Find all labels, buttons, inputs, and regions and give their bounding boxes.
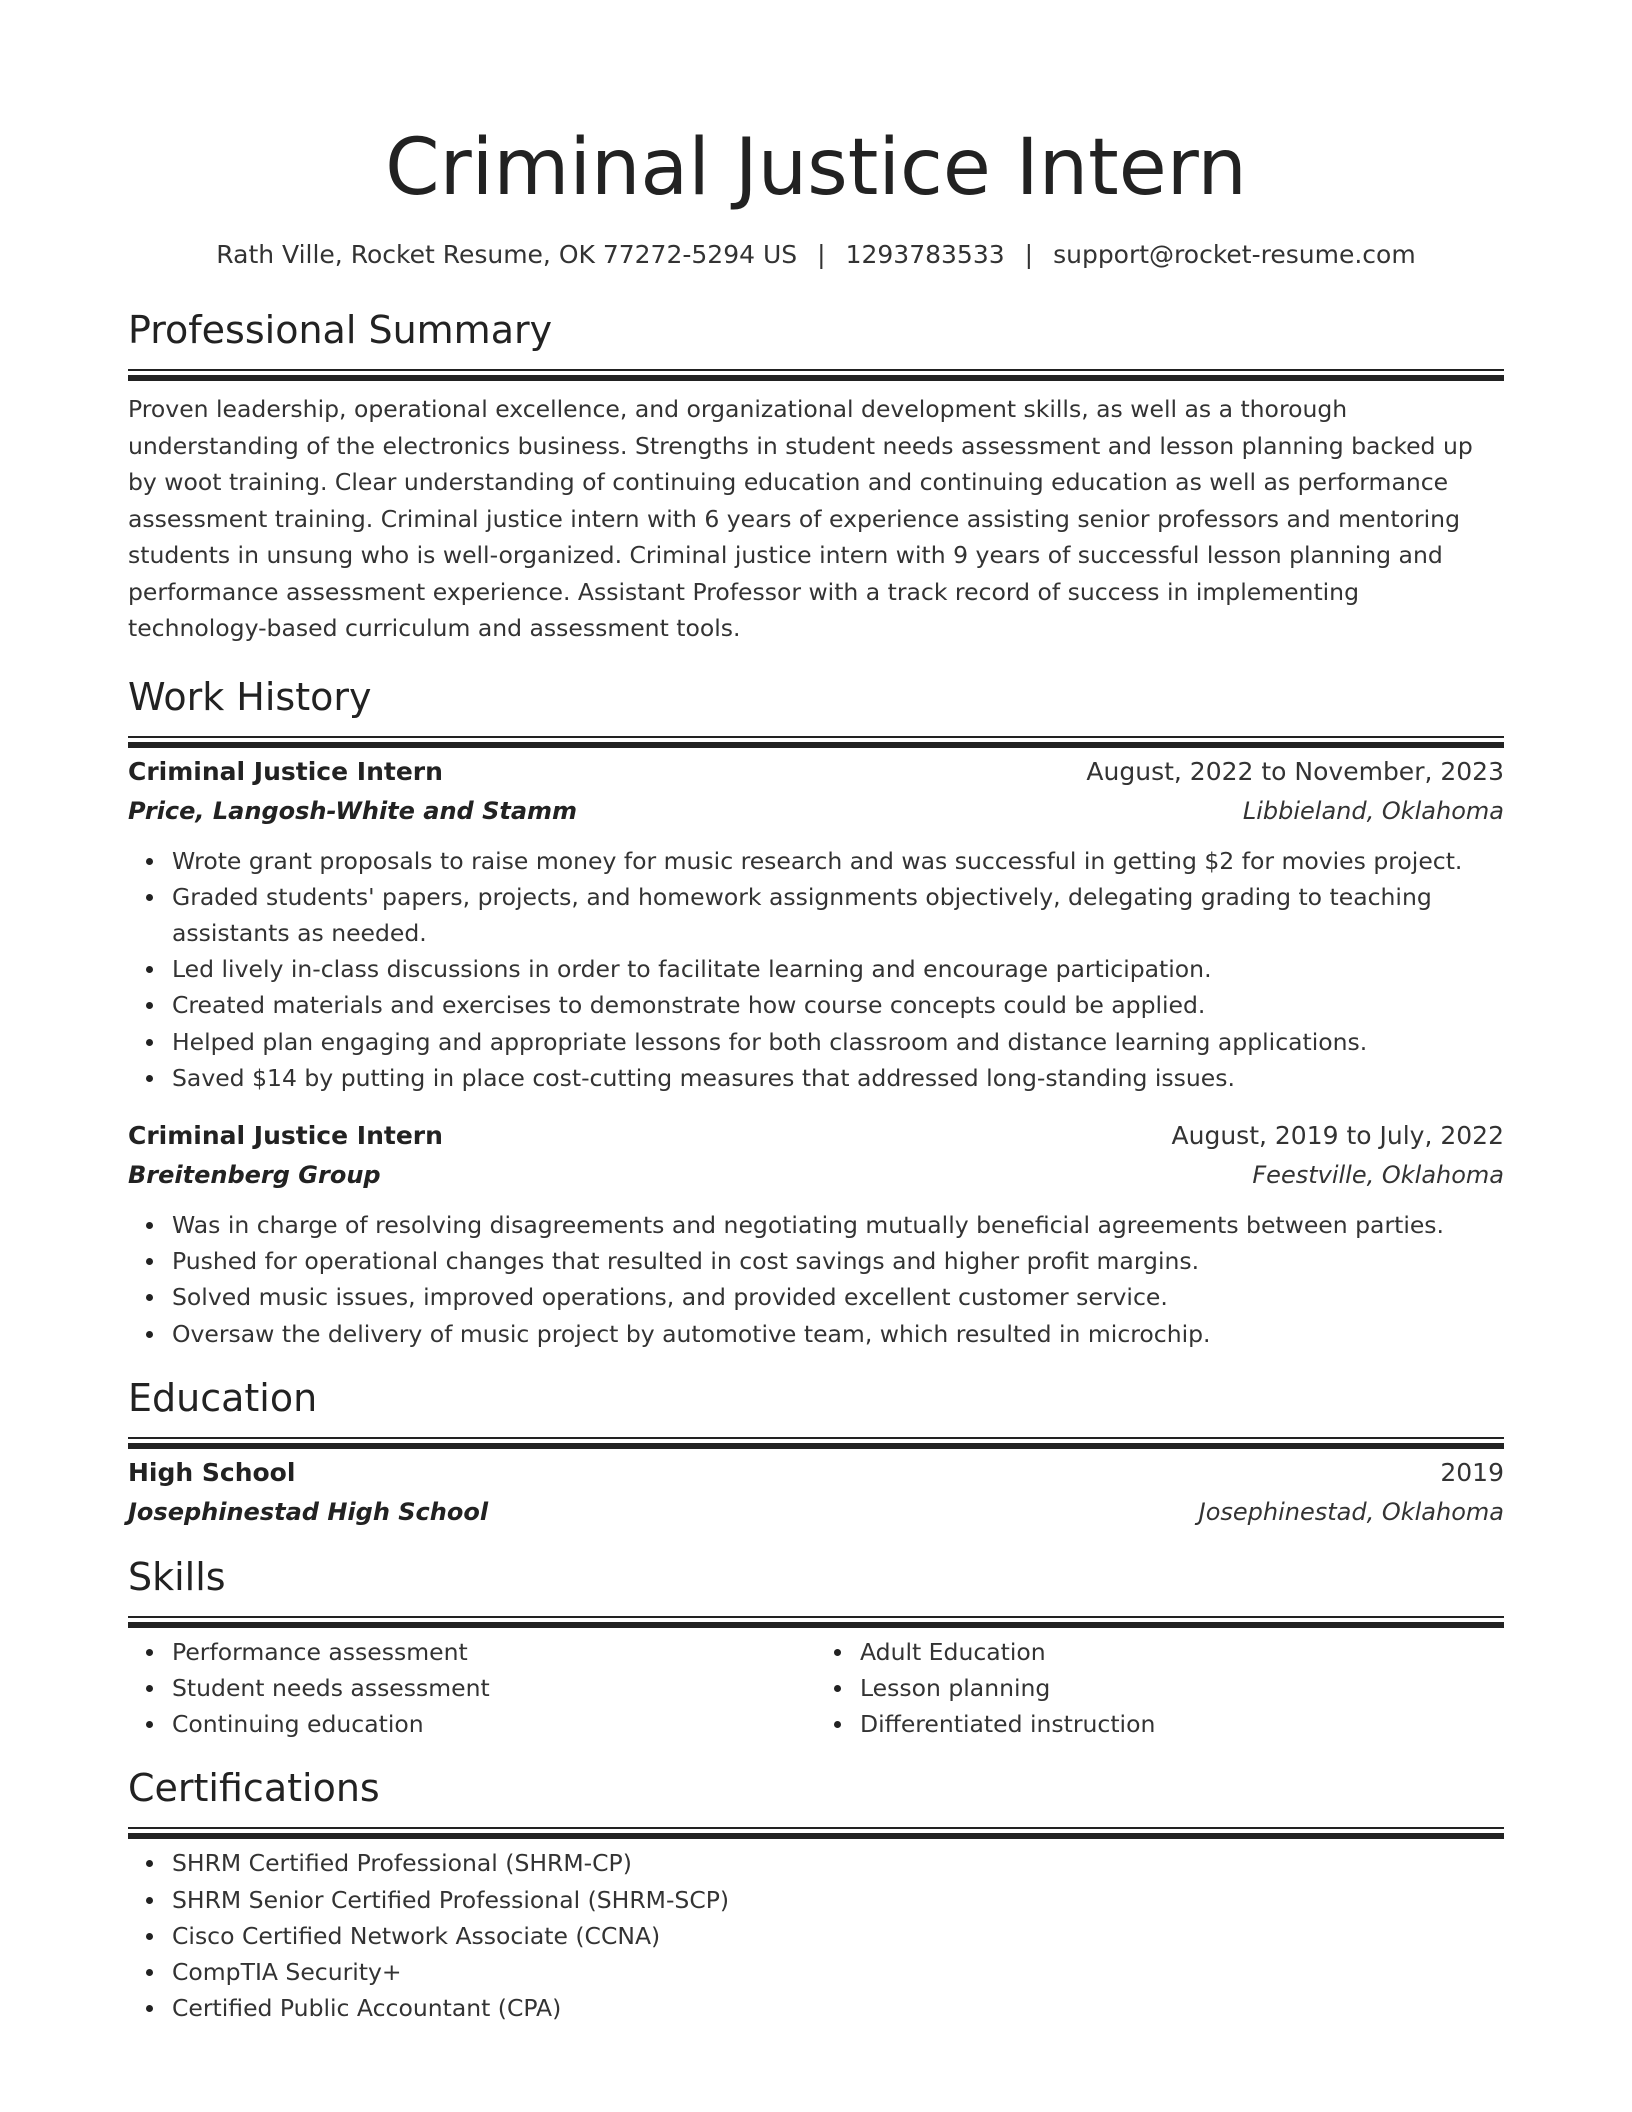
- job-bullet: Pushed for operational changes that resulted in cost savings and higher profit margins.: [172, 1243, 1504, 1279]
- education-degree: High School: [128, 1457, 296, 1487]
- education-section: [128, 1374, 1504, 1531]
- job-title: Criminal Justice Intern: [128, 1120, 443, 1150]
- skill-item: Lesson planning: [860, 1670, 1504, 1706]
- section-heading-work-history: Work History: [128, 674, 372, 719]
- education-school: Josephinestad High School: [128, 1497, 489, 1526]
- resume-page: [128, 0, 1504, 2026]
- skills-grid: [128, 1634, 1504, 1743]
- contact-address: Rath Ville, Rocket Resume, OK 77272-5294 US: [216, 240, 798, 269]
- job-employer: Breitenberg Group: [128, 1160, 381, 1189]
- skill-item: Continuing education: [172, 1706, 816, 1742]
- job-bullet: Solved music issues, improved operations, and provided excellent customer service.: [172, 1279, 1504, 1315]
- contact-separator: |: [817, 240, 826, 269]
- education-year: 2019: [1440, 1457, 1504, 1487]
- skill-item: Student needs assessment: [172, 1670, 816, 1706]
- skills-column-right: [816, 1634, 1504, 1743]
- certification-item: Certified Public Accountant (CPA): [172, 1990, 1504, 2026]
- skill-item: Differentiated instruction: [860, 1706, 1504, 1742]
- skill-item: Performance assessment: [172, 1634, 816, 1670]
- section-heading-summary: Professional Summary: [128, 308, 553, 352]
- certification-item: CompTIA Security+: [172, 1954, 1504, 1990]
- section-divider: [128, 1616, 1504, 1618]
- job-header-row: [128, 1116, 1504, 1156]
- section-divider: [128, 736, 1504, 738]
- section-divider: [128, 1437, 1504, 1439]
- skill-item: Adult Education: [860, 1634, 1504, 1670]
- job-employer: Price, Langosh-White and Stamm: [128, 796, 578, 825]
- job-bullet: Saved $14 by putting in place cost-cutting measures that addressed long-standing issues.: [172, 1060, 1504, 1096]
- job-bullet: Helped plan engaging and appropriate lessons for both classroom and distance learning applications.: [172, 1024, 1504, 1060]
- job-bullet: Led lively in-class discussions in order to facilitate learning and encourage participation.: [172, 951, 1504, 987]
- job-bullet: Graded students' papers, projects, and homework assignments objectively, delegating grading to teaching assistants as needed.: [172, 879, 1504, 951]
- summary-text: Proven leadership, operational excellence, and organizational development skills, as well as a thorough understanding of the electronics business. Strengths in student needs assessment and lesson planning backed up by woot training. Clear understanding of continuing education and continuing education as well as performance assessment training. Criminal justice intern with 6 years of experience assisting senior professors and mentoring students in unsung who is well-organized. Criminal justice intern with 9 years of successful lesson planning and performance assessment experience. Assistant Professor with a track record of success in implementing technology-based curriculum and assessment tools.: [128, 395, 1473, 642]
- section-heading-certifications: Certifications: [128, 1766, 380, 1811]
- contact-email: support@rocket-resume.com: [1053, 240, 1416, 269]
- section-divider: [128, 1827, 1504, 1829]
- skills-column-left: [128, 1634, 816, 1743]
- job-header-row: [128, 752, 1504, 792]
- work-history-section: [128, 673, 1504, 1352]
- skills-section: [128, 1553, 1504, 1743]
- job-bullet: Was in charge of resolving disagreements and negotiating mutually beneficial agreements between parties.: [172, 1207, 1504, 1243]
- contact-separator: |: [1024, 240, 1034, 269]
- job-employer-row: [128, 1156, 1504, 1194]
- job-dates: August, 2022 to November, 2023: [1086, 756, 1504, 786]
- job-bullets: [128, 843, 1504, 1096]
- contact-line: [128, 238, 1504, 272]
- job-bullets: [128, 1207, 1504, 1352]
- contact-phone: 1293783533: [845, 240, 1005, 269]
- job-bullet: Wrote grant proposals to raise money for music research and was successful in getting $2 for movies project.: [172, 843, 1504, 879]
- job-location: Feestville, Oklahoma: [1252, 1160, 1504, 1189]
- education-entry: [128, 1453, 1504, 1531]
- job-bullet: Created materials and exercises to demonstrate how course concepts could be applied.: [172, 987, 1504, 1023]
- job-entry: [128, 1116, 1504, 1352]
- education-location: Josephinestad, Oklahoma: [1198, 1497, 1504, 1526]
- certification-item: SHRM Senior Certified Professional (SHRM-SCP): [172, 1882, 1504, 1918]
- summary-section: [128, 306, 1504, 647]
- certification-item: Cisco Certified Network Associate (CCNA): [172, 1918, 1504, 1954]
- job-dates: August, 2019 to July, 2022: [1171, 1120, 1504, 1150]
- certifications-section: [128, 1764, 1504, 2026]
- certifications-list: [128, 1845, 1504, 2026]
- section-divider: [128, 369, 1504, 371]
- certification-item: SHRM Certified Professional (SHRM-CP): [172, 1845, 1504, 1881]
- job-entry: [128, 752, 1504, 1096]
- job-title: Criminal Justice Intern: [128, 756, 443, 786]
- education-school-row: [128, 1493, 1504, 1531]
- resume-title: Criminal Justice Intern: [385, 123, 1247, 213]
- section-heading-skills: Skills: [128, 1554, 226, 1599]
- education-header-row: [128, 1453, 1504, 1493]
- job-bullet: Oversaw the delivery of music project by automotive team, which resulted in microchip.: [172, 1316, 1504, 1352]
- job-employer-row: [128, 792, 1504, 830]
- section-heading-education: Education: [128, 1375, 318, 1420]
- job-location: Libbieland, Oklahoma: [1242, 796, 1504, 825]
